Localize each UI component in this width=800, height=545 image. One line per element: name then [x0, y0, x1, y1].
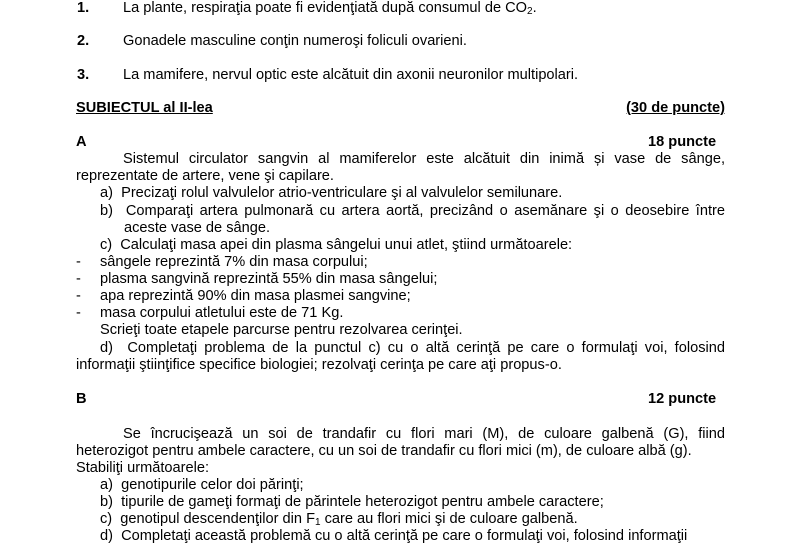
subject-title-row	[76, 100, 725, 117]
part-b-question-d: d) Completaţi această problemă cu o altă cerinţă pe care o formulaţi voi, folosind informaţii	[100, 528, 688, 544]
part-a-question-d-line-1: d) Completaţi problema de la punctul c) cu o altă cerinţă pe care o formulaţi voi, folosind	[100, 340, 725, 356]
item-number-1: 1.	[77, 0, 90, 16]
part-b-question-c-main: c) genotipul descendenţilor din F	[100, 511, 315, 527]
part-b-intro-line-2: heterozigot pentru ambele caractere, cu un soi de trandafir cu flori mici (m), de culoare albă (g).	[76, 443, 692, 459]
subject-title: SUBIECTUL al II-lea	[76, 100, 213, 116]
part-a-bullet-3: apa reprezintă 90% din masa plasmei sangvine;	[100, 288, 411, 304]
part-a-question-d-line-2: informaţii ştiinţifice specifice biologiei; rezolvaţi cerinţa pe care aţi propus-o.	[76, 357, 562, 373]
part-a-letter: A	[76, 134, 87, 150]
part-b-question-c-subscript: 1	[314, 517, 321, 528]
bullet-dash-1: -	[76, 254, 81, 270]
part-a-question-c: c) Calculaţi masa apei din plasma sângelui unui atlet, ştiind următoarele:	[100, 237, 573, 253]
part-a-question-a: a) Precizaţi rolul valvulelor atrio-ventriculare şi al valvulelor semilunare.	[100, 185, 563, 201]
bullet-dash-2: -	[76, 271, 81, 287]
part-a-bullet-2: plasma sangvină reprezintă 55% din masa sângelui;	[100, 271, 438, 287]
part-b-letter: B	[76, 391, 87, 407]
bullet-dash-3: -	[76, 288, 81, 304]
subject-points: (30 de puncte)	[626, 100, 725, 116]
item-text-1-end: .	[532, 0, 537, 16]
part-b-intro-line-1: Se încrucişează un soi de trandafir cu flori mari (M), de culoare galbenă (G), fiind	[123, 426, 725, 442]
item-text-2: Gonadele masculine conţin numeroşi foliculi ovarieni.	[123, 33, 467, 49]
part-a-question-b-line-1: b) Comparaţi artera pulmonară cu artera aortă, precizând o asemănare şi o deosebire între	[100, 203, 725, 219]
bullet-dash-4: -	[76, 305, 81, 321]
part-b-question-a: a) genotipurile celor doi părinţi;	[100, 477, 304, 493]
item-text-3: La mamifere, nervul optic este alcătuit din axonii neuronilor multipolari.	[123, 67, 579, 83]
part-b-question-c-end: care au flori mici şi de culoare galbenă.	[320, 511, 578, 527]
item-text-1-main: La plante, respiraţia poate fi evidenţiată după consumul de CO	[123, 0, 528, 16]
part-a-question-b-line-2: aceste vase de sânge.	[124, 220, 271, 236]
part-b-intro-line-3: Stabiliţi următoarele:	[76, 460, 210, 476]
part-a-bullet-4: masa corpului atletului este de 71 Kg.	[100, 305, 344, 321]
part-a-points: 18 puncte	[648, 134, 717, 150]
item-text-1	[123, 0, 537, 20]
part-b-points: 12 puncte	[648, 391, 717, 407]
item-text-1-subscript: 2	[527, 6, 533, 17]
part-a-bullet-1: sângele reprezintă 7% din masa corpului;	[100, 254, 368, 270]
item-number-3: 3.	[77, 67, 90, 83]
part-a-intro-line-2: reprezentate de artere, vene şi capilare.	[76, 168, 334, 184]
item-number-2: 2.	[77, 33, 90, 49]
part-b-question-b: b) tipurile de gameţi formaţi de părintele heterozigot pentru ambele caractere;	[100, 494, 604, 510]
part-a-intro-line-1: Sistemul circulator sangvin al mamiferelor este alcătuit din inimă și vase de sânge,	[123, 151, 725, 167]
part-a-steps-note: Scrieţi toate etapele parcurse pentru rezolvarea cerinţei.	[100, 322, 463, 338]
